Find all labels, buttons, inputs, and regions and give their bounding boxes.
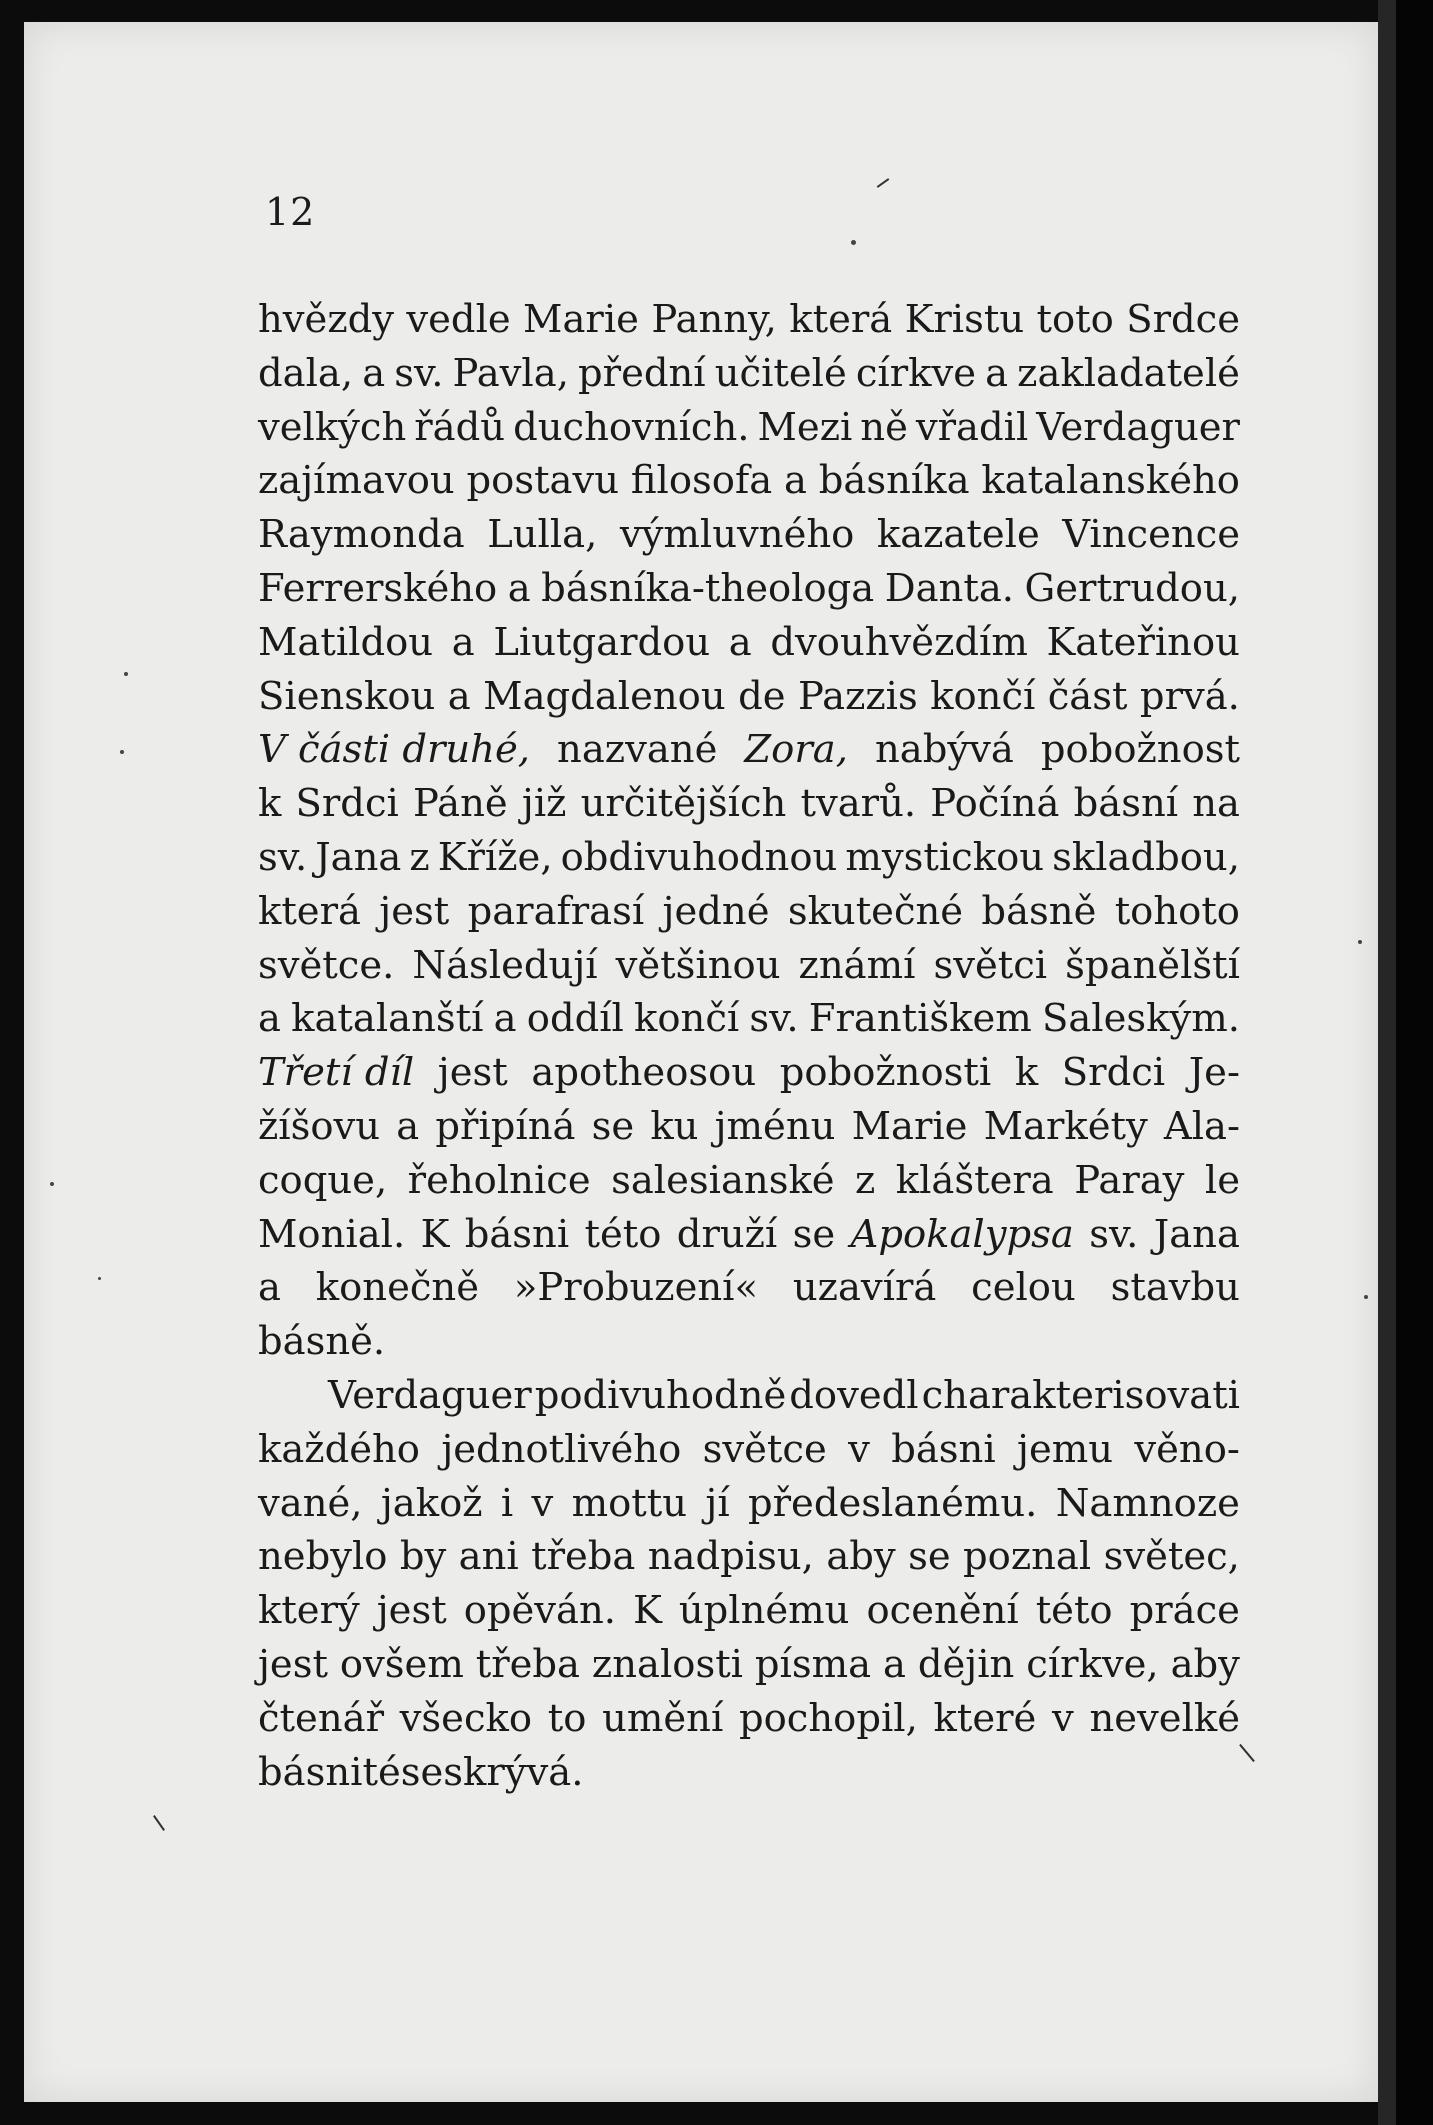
word: nabývá — [874, 727, 1014, 773]
word: Následují — [412, 942, 598, 988]
word: jest — [379, 888, 450, 934]
word: čtenář — [258, 1695, 384, 1741]
word: Verdaguer — [328, 1372, 532, 1418]
word: Panny, — [651, 297, 777, 342]
word: znalosti — [591, 1641, 743, 1687]
text-line — [258, 1369, 1240, 1423]
word: jménu — [714, 1103, 836, 1149]
text-line — [258, 508, 1240, 562]
text-line — [258, 831, 1240, 885]
scan-speck — [851, 240, 856, 245]
word: a — [451, 619, 475, 665]
scan-mark — [153, 1815, 165, 1831]
word: básně — [981, 888, 1097, 934]
word: katalanského — [981, 458, 1240, 504]
word: určitějších — [580, 781, 787, 827]
body-text — [258, 293, 1240, 1799]
word: dějin — [917, 1641, 1015, 1687]
word: K — [420, 1211, 450, 1257]
word: jemu — [1017, 1426, 1114, 1472]
word: ku — [650, 1103, 699, 1149]
text-line — [258, 777, 1240, 831]
word: coque, — [258, 1157, 388, 1203]
word: Marie — [851, 1103, 968, 1149]
word: španělští — [1065, 942, 1240, 988]
text-line — [258, 401, 1240, 455]
word: skutečné — [787, 888, 964, 934]
word: Markéty — [983, 1103, 1148, 1149]
word: a — [258, 1265, 281, 1311]
text-line — [258, 1100, 1240, 1154]
word: a — [447, 673, 471, 719]
word: Pavla, — [452, 350, 569, 396]
text-line — [258, 616, 1240, 670]
text-line — [258, 347, 1240, 401]
text-line — [258, 1208, 1240, 1262]
word: nebylo — [258, 1534, 388, 1580]
word: této — [584, 1211, 662, 1257]
word: básní — [1073, 781, 1179, 827]
scan-speck — [98, 1277, 101, 1280]
word: ani — [458, 1534, 519, 1580]
word: Kateřinou — [1046, 619, 1240, 665]
text-line — [258, 1584, 1240, 1638]
word: Lulla, — [487, 512, 598, 558]
word: Monial. — [258, 1211, 406, 1257]
word: skrývá. — [443, 1749, 584, 1795]
word: práce — [1129, 1588, 1240, 1634]
word: kazatele — [876, 512, 1040, 558]
scan-mark — [877, 178, 890, 188]
word: básně. — [258, 1319, 386, 1365]
word: le — [1204, 1157, 1240, 1203]
word: Pazzis — [797, 673, 918, 719]
word: toto — [1036, 297, 1114, 342]
word: třeba — [531, 1534, 636, 1580]
word: Gertrudou, — [1024, 565, 1240, 611]
word: Namnoze — [1055, 1480, 1240, 1526]
word: Saleským. — [1041, 996, 1240, 1042]
word: která — [789, 297, 893, 342]
word: jest — [437, 1050, 508, 1096]
word: a — [985, 350, 1009, 396]
word: jednotlivého — [441, 1426, 682, 1472]
text-line — [258, 1315, 1240, 1369]
word: Marie — [523, 297, 639, 342]
word: z — [409, 834, 430, 880]
word: filosofa — [630, 458, 773, 504]
word: nazvané — [557, 727, 718, 773]
word: v — [848, 1426, 870, 1472]
word: a — [258, 996, 281, 1042]
word: a — [362, 350, 386, 396]
word: Matildou — [258, 619, 434, 665]
word: sv. — [1089, 1211, 1139, 1257]
word: na — [1192, 781, 1240, 827]
word: Je- — [1188, 1050, 1240, 1096]
word: by — [399, 1534, 447, 1580]
word: světec, — [1103, 1534, 1240, 1580]
word: končí — [930, 673, 1036, 719]
word: tohoto — [1114, 888, 1240, 934]
word: pobožnost — [1040, 727, 1240, 773]
word: básni — [258, 1749, 363, 1795]
word: přední — [578, 350, 706, 396]
word: básni — [464, 1211, 570, 1257]
word: stavbu — [1110, 1265, 1240, 1311]
word: se — [792, 1211, 836, 1257]
word: který — [258, 1588, 360, 1634]
word: sv. — [394, 350, 444, 396]
word: Ferrerského — [258, 565, 498, 611]
word: a — [728, 619, 752, 665]
word: obdivuhodnou — [560, 834, 838, 880]
word: k — [258, 781, 282, 827]
word: »Probuzení« — [513, 1265, 759, 1311]
word: jedné — [662, 888, 770, 934]
word: část — [1047, 673, 1128, 719]
word: končí — [634, 996, 740, 1042]
word: Zora, — [744, 727, 848, 773]
word: apotheosou — [531, 1050, 757, 1096]
word: konečně — [315, 1265, 480, 1311]
word: každého — [258, 1426, 420, 1472]
text-line — [258, 723, 1240, 777]
word: v — [1052, 1695, 1074, 1741]
word: V části druhé, — [258, 727, 531, 773]
word: jakož — [380, 1480, 483, 1526]
word: Srdci — [1061, 1050, 1166, 1096]
word: této — [1035, 1588, 1113, 1634]
word: parafrasí — [467, 888, 645, 934]
word: de — [738, 673, 786, 719]
word: uzavírá — [792, 1265, 937, 1311]
word: světce — [702, 1426, 827, 1472]
text-line — [258, 670, 1240, 724]
word: tvarů. — [800, 781, 917, 827]
word: Třetí díl — [258, 1050, 415, 1096]
word: Verdaguer — [1036, 404, 1240, 450]
text-line — [258, 1154, 1240, 1208]
word: se — [400, 1749, 444, 1795]
word: zajímavou — [258, 458, 455, 504]
word: nadpisu, — [647, 1534, 814, 1580]
word: básníka-theologa — [541, 565, 875, 611]
word: Srdce — [1126, 297, 1240, 342]
word: poznal — [963, 1534, 1092, 1580]
scan-speck — [1364, 1295, 1368, 1299]
word: ně — [860, 404, 908, 450]
word: postavu — [466, 458, 620, 504]
word: salesianské — [611, 1157, 835, 1203]
word: a — [784, 458, 807, 504]
word: a — [493, 996, 517, 1042]
word: církve — [855, 350, 976, 396]
word: sv. — [749, 996, 799, 1042]
word: Kříže, — [437, 834, 553, 880]
word: ocenění — [866, 1588, 1019, 1634]
text-line — [258, 1530, 1240, 1584]
word: světci — [933, 942, 1048, 988]
scan-speck — [50, 1182, 54, 1186]
word: Sienskou — [258, 673, 436, 719]
word: skladbou, — [1052, 834, 1240, 880]
scan-speck — [120, 750, 124, 754]
text-line — [258, 454, 1240, 508]
word: Mezi — [757, 404, 853, 450]
word: se — [908, 1534, 951, 1580]
word: Páně — [413, 781, 508, 827]
word: většinou — [615, 942, 781, 988]
word: předeslanému. — [747, 1480, 1038, 1526]
text-line — [258, 939, 1240, 993]
word: věno- — [1134, 1426, 1240, 1472]
word: i — [500, 1480, 514, 1526]
word: dovedl — [789, 1372, 919, 1418]
word: Danta. — [884, 565, 1015, 611]
word: úplnému — [678, 1588, 850, 1634]
word: Kristu — [904, 297, 1025, 342]
word: nevelké — [1089, 1695, 1240, 1741]
text-line — [258, 1638, 1240, 1692]
scan-speck — [124, 672, 128, 676]
word: již — [521, 781, 567, 827]
word: duchovních. — [513, 404, 750, 450]
word: kláštera — [895, 1157, 1054, 1203]
text-line — [258, 1746, 1240, 1800]
word: Liutgardou — [493, 619, 711, 665]
word: z — [855, 1157, 876, 1203]
word: oddíl — [526, 996, 624, 1042]
word: učitelé — [714, 350, 847, 396]
page-edge — [1378, 0, 1396, 2125]
word: připíná — [435, 1103, 576, 1149]
word: třeba — [475, 1641, 581, 1687]
text-line — [258, 1261, 1240, 1315]
scan-speck — [1358, 940, 1362, 944]
text-line — [258, 1477, 1240, 1531]
word: Vincence — [1062, 512, 1240, 558]
word: žíšovu — [258, 1103, 381, 1149]
word: vedle — [406, 297, 511, 342]
word: Počíná — [930, 781, 1060, 827]
word: mottu — [571, 1480, 688, 1526]
word: Františkem — [808, 996, 1032, 1042]
word: a — [396, 1103, 420, 1149]
scan-mark — [1239, 1744, 1255, 1762]
word: ovšem — [339, 1641, 464, 1687]
word: pobožnosti — [779, 1050, 992, 1096]
word: druží — [676, 1211, 778, 1257]
word: Paray — [1074, 1157, 1185, 1203]
word: jí — [705, 1480, 730, 1526]
word: katalanští — [291, 996, 484, 1042]
word: hvězdy — [258, 297, 395, 342]
word: Apokalypsa — [850, 1211, 1074, 1257]
word: známí — [798, 942, 916, 988]
word: umění — [602, 1695, 724, 1741]
word: jest — [376, 1588, 447, 1634]
scan-border — [1396, 0, 1433, 2125]
word: výmluvného — [619, 512, 855, 558]
word: se — [591, 1103, 635, 1149]
word: Raymonda — [258, 512, 465, 558]
word: Jana — [315, 834, 402, 880]
word: Srdci — [295, 781, 399, 827]
word: všecko — [399, 1695, 533, 1741]
text-line — [258, 885, 1240, 939]
text-line — [258, 1423, 1240, 1477]
word: církve, — [1026, 1641, 1159, 1687]
word: básni — [891, 1426, 996, 1472]
text-line — [258, 562, 1240, 616]
word: té — [362, 1749, 401, 1795]
word: charakterisovati — [921, 1372, 1240, 1418]
word: vřadil — [915, 404, 1029, 450]
word: básníka — [818, 458, 970, 504]
word: prvá. — [1139, 673, 1240, 719]
text-line — [258, 992, 1240, 1046]
word: světce. — [258, 942, 395, 988]
word: Magdalenou — [483, 673, 726, 719]
word: sv. — [258, 834, 308, 880]
text-line — [258, 1046, 1240, 1100]
word: zakladatelé — [1017, 350, 1240, 396]
word: dvouhvězdím — [770, 619, 1028, 665]
word: opěván. — [463, 1588, 617, 1634]
word: Jana — [1153, 1211, 1240, 1257]
word: řeholnice — [407, 1157, 591, 1203]
word: písma — [754, 1641, 872, 1687]
word: podivuhodně — [534, 1372, 787, 1418]
word: která — [258, 888, 361, 934]
word: celou — [971, 1265, 1076, 1311]
word: mystickou — [845, 834, 1045, 880]
word: K — [633, 1588, 662, 1634]
word: vané, — [258, 1480, 363, 1526]
word: velkých — [258, 404, 407, 450]
word: dala, — [258, 350, 354, 396]
word: řádů — [414, 404, 506, 450]
word: to — [547, 1695, 587, 1741]
page-number: 12 — [265, 190, 316, 234]
word: aby — [1170, 1641, 1240, 1687]
word: jest — [258, 1641, 328, 1687]
word: aby — [826, 1534, 896, 1580]
word: k — [1014, 1050, 1039, 1096]
text-line — [258, 1692, 1240, 1746]
word: a — [883, 1641, 906, 1687]
word: Ala- — [1163, 1103, 1240, 1149]
text-line — [258, 293, 1240, 347]
word: a — [507, 565, 531, 611]
word: které — [933, 1695, 1037, 1741]
word: v — [531, 1480, 554, 1526]
word: pochopil, — [738, 1695, 918, 1741]
